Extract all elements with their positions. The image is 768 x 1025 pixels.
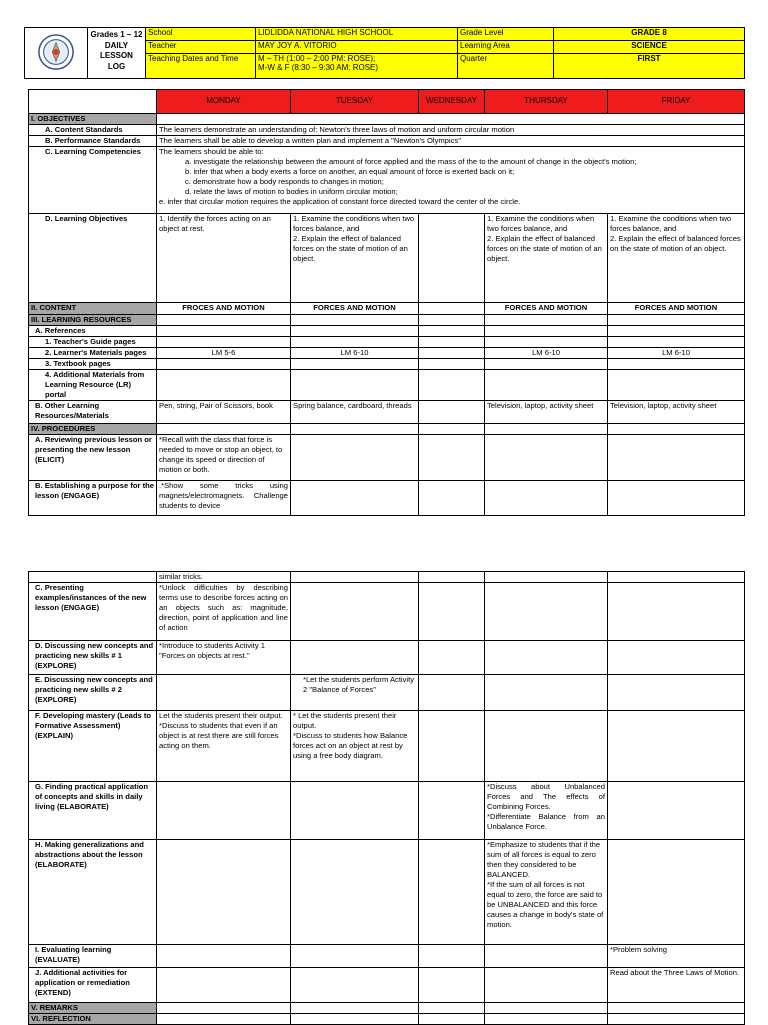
proc-e-label: E. Discussing new concepts and practicing new skills # 2 (EXPLORE) [29,675,157,711]
other-friday: Television, laptop, activity sheet [608,401,745,424]
proc-c-monday: *Unlock difficulties by describing terms use to describe forces acting on an objects such as: magnitude, direction, point of application and line of action [157,583,291,641]
day-friday: FRIDAY [608,90,745,114]
proc-h-thursday: *Emphasize to students that if the sum of all forces is equal to zero then they considered to be BALANCED. *If the sum of all forces is not equal to zero, the force are said to be UNBALANCED and this force causes a change in body's state of motion. [485,840,608,945]
textbook-label: 3. Textbook pages [29,359,157,370]
proc-j-friday: Read about the Three Laws of Motion. [608,968,745,1003]
procedures-heading: IV. PROCEDURES [29,424,157,435]
quarter-label: Quarter [458,54,554,79]
lr-portal-label: 4. Additional Materials from Learning Resource (LR) portal [29,370,157,401]
lesson-table-part2 [28,571,745,1025]
teacher-value: MAY JOY A. VITORIO [256,41,458,54]
teaching-dates-label: Teaching Dates and Time [146,54,256,79]
remarks-heading: V. REMARKS [29,1003,157,1014]
proc-g-label: G. Finding practical application of concepts and skills in daily living (ELABORATE) [29,782,157,840]
performance-standards-label: B. Performance Standards [29,136,157,147]
lesson-table-part1 [28,89,745,516]
lo-monday: 1. Identify the forces acting on an object at rest. [157,214,291,303]
learning-objectives-label: D. Learning Objectives [29,214,157,303]
other-resources-label: B. Other Learning Resources/Materials [29,401,157,424]
content-monday: FROCES AND MOTION [157,303,291,315]
proc-a-label: A. Reviewing previous lesson or presenting the new lesson (ELICIT) [29,435,157,481]
proc-i-label: I. Evaluating learning (EVALUATE) [29,945,157,968]
proc-b-monday-cont: similar tricks. [157,572,291,583]
proc-e-tuesday: *Let the students perform Activity 2 "Balance of Forces" [291,675,419,711]
content-tuesday: FORCES AND MOTION [291,303,419,315]
proc-g-thursday: *Discuss about Unbalanced Forces and The effects of Combining Forces. *Differentiate Balance from an Unbalance Force. [485,782,608,840]
resources-heading: III. LEARNING RESOURCES [29,315,157,326]
day-monday: MONDAY [157,90,291,114]
proc-j-label: J. Additional activities for application or remediation (EXTEND) [29,968,157,1003]
proc-d-monday: *Introduce to students Activity 1 "Forces on objects at rest." [157,641,291,675]
grade-level-value: GRADE 8 [554,28,745,41]
content-standards-label: A. Content Standards [29,125,157,136]
proc-f-monday: Let the students present their output. *Discuss to students that even if an object is at rest there are still forces acting on them. [157,711,291,782]
school-value: LIDLIDDA NATIONAL HIGH SCHOOL [256,28,458,41]
teacher-label: Teacher [146,41,256,54]
learners-materials-label: 2. Learner's Materials pages [29,348,157,359]
lo-wednesday [419,214,485,303]
content-friday: FORCES AND MOTION [608,303,745,315]
dll-title: Grades 1 – 12 DAILY LESSON LOG [88,28,146,79]
school-label: School [146,28,256,41]
proc-d-label: D. Discussing new concepts and practicing new skills # 1 (EXPLORE) [29,641,157,675]
day-wednesday: WEDNESDAY [419,90,485,114]
proc-c-label: C. Presenting examples/instances of the new lesson (ENGAGE) [29,583,157,641]
other-thursday: Television, laptop, activity sheet [485,401,608,424]
proc-b-monday: .*Show some tricks using magnets/electromagnets. Challenge students to device [157,481,291,516]
learning-area-label: Learning Area [458,41,554,54]
lo-thursday: 1. Examine the conditions when two forces balance, and 2. Explain the effect of balanced forces on the state of motion of an object. [485,214,608,303]
other-monday: Pen, string, Pair of Scissors, book [157,401,291,424]
references-label: A. References [29,326,157,337]
learning-competencies-text: The learners should be able to: a. investigate the relationship between the amount of force applied and the mass of the to the amount of change in the object's motion; b. infer that when a body exerts a force on another, an equal amount of force is exerted back on it; c. demonstrate how a body responds to changes in motion; d. relate the laws of motion to bodies in uniform circular motion; e. infer that circular motion requires the application of constant force directed toward the center of the circle. [157,147,745,214]
lm-friday: LM 6-10 [608,348,745,359]
lo-friday: 1. Examine the conditions when two forces balance, and 2. Explain the effect of balanced forces on the state of motion of an object. [608,214,745,303]
performance-standards-text: The learners shall be able to develop a written plan and implement a "Newton's Olympics" [157,136,745,147]
objectives-heading: I. OBJECTIVES [29,114,157,125]
learning-area-value: SCIENCE [554,41,745,54]
lm-thursday: LM 6-10 [485,348,608,359]
day-thursday: THURSDAY [485,90,608,114]
proc-f-label: F. Developing mastery (Leads to Formative Assessment) (EXPLAIN) [29,711,157,782]
proc-a-monday: *Recall with the class that force is needed to move or stop an object, to change its speed or direction of motion or both. [157,435,291,481]
lm-monday: LM 5-6 [157,348,291,359]
quarter-value: FIRST [554,54,745,79]
other-tuesday: Spring balance, cardboard, threads [291,401,419,424]
proc-i-friday: *Problem solving [608,945,745,968]
teaching-dates-value: M – TH (1:00 – 2:00 PM: ROSE); M-W & F (8:30 – 9:30 AM: ROSE) [256,54,458,79]
header-table [24,27,745,79]
corner-cell [29,90,157,114]
proc-b-label: B. Establishing a purpose for the lesson (ENGAGE) [29,481,157,516]
learning-competencies-label: C. Learning Competencies [29,147,157,214]
teachers-guide-label: 1. Teacher's Guide pages [29,337,157,348]
lm-tuesday: LM 6-10 [291,348,419,359]
grade-level-label: Grade Level [458,28,554,41]
content-standards-text: The learners demonstrate an understanding of: Newton's three laws of motion and uniform circular motion [157,125,745,136]
reflection-heading: VI. REFLECTION [29,1014,157,1025]
content-thursday: FORCES AND MOTION [485,303,608,315]
proc-f-tuesday: * Let the students present their output. *Discuss to students how Balance forces act on an object at rest by using a free body diagram. [291,711,419,782]
day-tuesday: TUESDAY [291,90,419,114]
content-heading: II. CONTENT [29,303,157,315]
lo-tuesday: 1. Examine the conditions when two forces balance, and 2. Explain the effect of balanced forces on the state of motion of an object. [291,214,419,303]
proc-h-label: H. Making generalizations and abstractions about the lesson (ELABORATE) [29,840,157,945]
deped-seal-logo [25,28,88,79]
